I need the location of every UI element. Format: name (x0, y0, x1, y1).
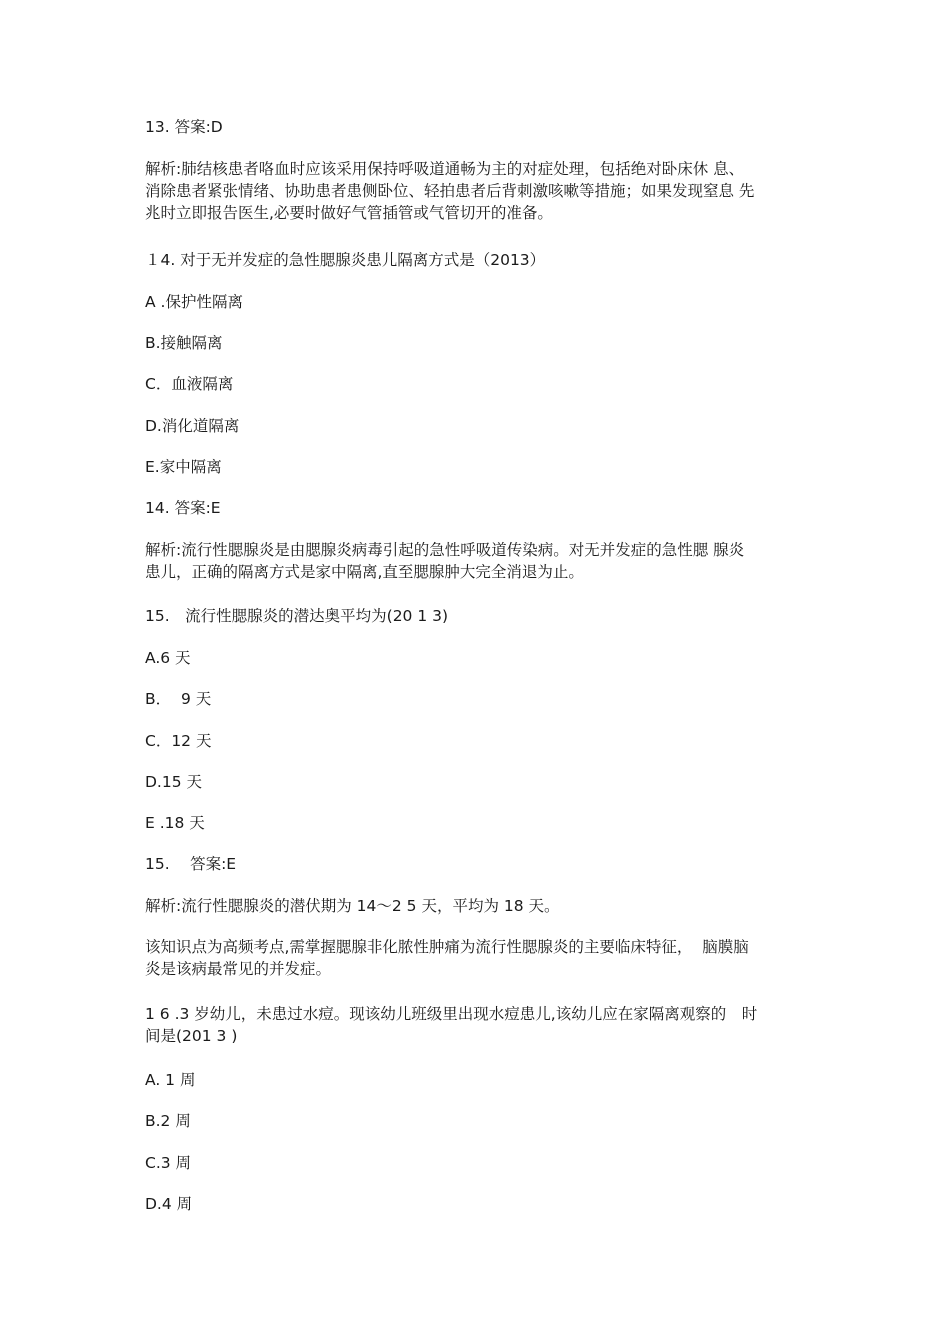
explanation-14-line: 患儿，正确的隔离方式是家中隔离,直至腮腺肿大完全消退为止。 (145, 563, 584, 581)
answer-15: 15. 答案:E (145, 855, 237, 873)
explanation-13-line: 消除患者紧张情绪、协助患者患侧卧位、轻拍患者后背刺激咳嗽等措施；如果发现窒息 先 (145, 182, 755, 200)
note-15 (145, 936, 815, 980)
explanation-15: 解析:流行性腮腺炎的潜伏期为 14～2 5 天，平均为 18 天。 (145, 897, 560, 915)
question-14-option-b: B.接触隔离 (145, 334, 223, 352)
explanation-13-line: 解析:肺结核患者咯血时应该采用保持呼吸道通畅为主的对症处理，包括绝对卧床休 息、 (145, 160, 745, 178)
question-16-option-a: A. 1 周 (145, 1071, 196, 1089)
question-16-option-c: C.3 周 (145, 1154, 192, 1172)
question-15-option-d: D.15 天 (145, 773, 203, 791)
explanation-14-line: 解析:流行性腮腺炎是由腮腺炎病毒引起的急性呼吸道传染病。对无并发症的急性腮 腺炎 (145, 541, 745, 559)
question-15-stem: 15. 流行性腮腺炎的潜达奥平均为(20 1 3) (145, 607, 449, 625)
note-15-line: 炎是该病最常见的并发症。 (145, 960, 332, 978)
question-14-option-e: E.家中隔离 (145, 458, 222, 476)
question-16-stem-line: 间是(201 3 ) (145, 1027, 238, 1045)
question-15-option-c: C．12 天 (145, 732, 212, 750)
question-16-option-d: D.4 周 (145, 1195, 193, 1213)
note-15-line: 该知识点为高频考点,需掌握腮腺非化脓性肿痛为流行性腮腺炎的主要临床特征， 脑膜脑 (145, 938, 749, 956)
question-15-option-e: E .18 天 (145, 814, 205, 832)
answer-14: 14. 答案:E (145, 499, 221, 517)
question-15-option-b: B． 9 天 (145, 690, 212, 708)
explanation-14 (145, 539, 815, 583)
answer-13: 13. 答案:D (145, 118, 223, 136)
question-15-option-a: A.6 天 (145, 649, 191, 667)
explanation-13-line: 兆时立即报告医生,必要时做好气管插管或气管切开的准备。 (145, 204, 553, 222)
question-14-option-d: D.消化道隔离 (145, 417, 240, 435)
explanation-13 (145, 158, 815, 224)
question-14-option-a: A .保护性隔离 (145, 293, 243, 311)
question-16-option-b: B.2 周 (145, 1112, 191, 1130)
question-16-stem-line: 1 6 .3 岁幼儿，未患过水痘。现该幼儿班级里出现水痘患儿,该幼儿应在家隔离观察的 时 (145, 1005, 758, 1023)
question-14-option-c: C．血液隔离 (145, 375, 234, 393)
question-14-stem: １4. 对于无并发症的急性腮腺炎患儿隔离方式是（2013） (145, 251, 546, 269)
question-16-stem (145, 1003, 815, 1047)
